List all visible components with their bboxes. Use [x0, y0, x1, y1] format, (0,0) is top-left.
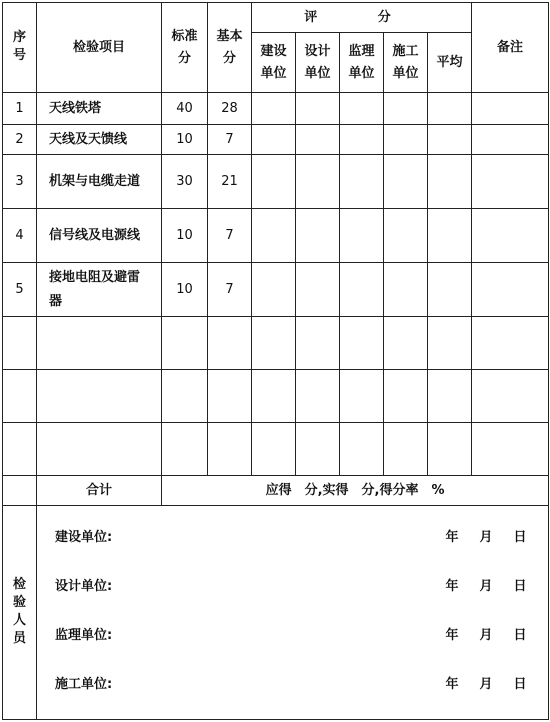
score-cell[interactable] [296, 209, 340, 263]
row-standard: 30 [162, 155, 208, 209]
score-col-supervision: 监理单位 [340, 33, 384, 93]
score-cell[interactable] [340, 93, 384, 125]
signature-design[interactable]: 设计单位: 年 月 日 [55, 579, 527, 594]
score-col-construction: 建设单位 [252, 33, 296, 93]
table-row [3, 155, 549, 209]
empty-row [3, 317, 549, 370]
row-basic: 7 [208, 125, 252, 155]
row-basic: 7 [208, 263, 252, 317]
score-col-average: 平均 [428, 33, 472, 93]
row-item: 天线及天馈线 [37, 125, 162, 155]
score-cell[interactable] [384, 125, 428, 155]
score-cell[interactable] [252, 155, 296, 209]
score-cell[interactable] [428, 93, 472, 125]
remark-cell[interactable] [472, 93, 549, 125]
row-number: 5 [3, 263, 37, 317]
total-summary: 应得 分,实得 分,得分率 % [162, 476, 549, 506]
row-number: 1 [3, 93, 37, 125]
total-label: 合计 [37, 476, 162, 506]
header-row-1 [3, 3, 549, 33]
basic-score-header: 基本分 [208, 3, 252, 93]
row-item: 天线铁塔 [37, 93, 162, 125]
score-cell[interactable] [340, 263, 384, 317]
inspector-row [3, 506, 549, 720]
remark-cell[interactable] [472, 263, 549, 317]
score-cell[interactable] [252, 125, 296, 155]
score-cell[interactable] [296, 93, 340, 125]
remark-cell[interactable] [472, 209, 549, 263]
row-standard: 10 [162, 125, 208, 155]
signature-contractor[interactable]: 施工单位: 年 月 日 [55, 677, 527, 692]
scoring-header: 评 分 [252, 3, 472, 33]
signature-construction[interactable]: 建设单位: 年 月 日 [55, 530, 527, 545]
score-cell[interactable] [384, 263, 428, 317]
score-cell[interactable] [428, 263, 472, 317]
score-cell[interactable] [384, 209, 428, 263]
table-row [3, 263, 549, 317]
score-col-design: 设计单位 [296, 33, 340, 93]
row-standard: 10 [162, 263, 208, 317]
score-cell[interactable] [296, 125, 340, 155]
score-cell[interactable] [428, 209, 472, 263]
score-cell[interactable] [296, 155, 340, 209]
row-item: 机架与电缆走道 [37, 155, 162, 209]
table-row [3, 209, 549, 263]
signature-supervision[interactable]: 监理单位: 年 月 日 [55, 628, 527, 643]
item-header: 检验项目 [37, 3, 162, 93]
score-cell[interactable] [252, 209, 296, 263]
table-row [3, 93, 549, 125]
inspector-label: 检验人员 [3, 506, 37, 720]
score-cell[interactable] [252, 93, 296, 125]
score-cell[interactable] [252, 263, 296, 317]
row-standard: 10 [162, 209, 208, 263]
row-item: 接地电阻及避雷器 [37, 263, 162, 317]
score-cell[interactable] [340, 209, 384, 263]
row-standard: 40 [162, 93, 208, 125]
empty-row [3, 423, 549, 476]
standard-score-header: 标准分 [162, 3, 208, 93]
row-number: 4 [3, 209, 37, 263]
score-cell[interactable] [340, 125, 384, 155]
row-basic: 21 [208, 155, 252, 209]
row-number: 2 [3, 125, 37, 155]
row-item: 信号线及电源线 [37, 209, 162, 263]
score-cell[interactable] [428, 125, 472, 155]
remark-cell[interactable] [472, 155, 549, 209]
total-row [3, 476, 549, 506]
score-cell[interactable] [296, 263, 340, 317]
score-cell[interactable] [384, 93, 428, 125]
remark-header: 备注 [472, 3, 549, 93]
score-cell[interactable] [428, 155, 472, 209]
row-number: 3 [3, 155, 37, 209]
remark-cell[interactable] [472, 125, 549, 155]
table-row [3, 125, 549, 155]
score-table [2, 2, 549, 720]
signature-area [37, 506, 549, 720]
row-basic: 28 [208, 93, 252, 125]
seq-header: 序号 [3, 3, 37, 93]
score-col-contractor: 施工单位 [384, 33, 428, 93]
score-cell[interactable] [384, 155, 428, 209]
empty-row [3, 370, 549, 423]
score-cell[interactable] [340, 155, 384, 209]
row-basic: 7 [208, 209, 252, 263]
